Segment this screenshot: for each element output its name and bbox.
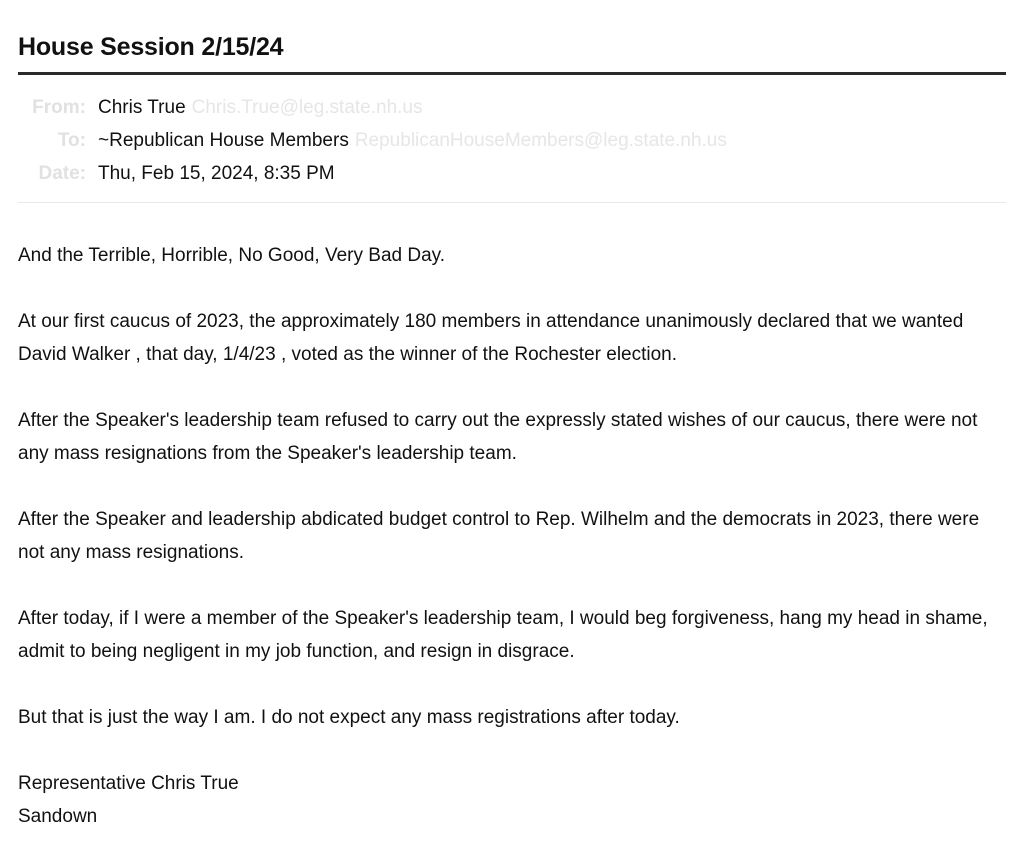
sender-name[interactable]: Chris True	[98, 97, 186, 118]
date-row	[18, 157, 1006, 190]
body-paragraph: And the Terrible, Horrible, No Good, Very Bad Day.	[18, 245, 446, 266]
signature-title: Representative Chris True	[18, 773, 239, 794]
from-row	[18, 91, 1006, 124]
body-paragraph: After today, if I were a member of the Speaker's leadership team, I would beg forgiveness, hang my head in shame, admit to being negligent in my job function, and resign in disgrace.	[18, 608, 988, 662]
signature-location: Sandown	[18, 806, 98, 827]
email-subject: House Session 2/15/24	[18, 33, 284, 61]
sent-date: Thu, Feb 15, 2024, 8:35 PM	[98, 163, 335, 184]
body-paragraph: After the Speaker and leadership abdicated budget control to Rep. Wilhelm and the democrats in 2023, there were not any mass resignations.	[18, 509, 980, 563]
body-paragraph: At our first caucus of 2023, the approximately 180 members in attendance unanimously declared that we wanted David Walker , that day, 1/4/23 , voted as the winner of the Rochester election.	[18, 311, 964, 365]
body-paragraph: But that is just the way I am. I do not expect any mass registrations after today.	[18, 707, 680, 728]
recipient-address[interactable]: RepublicanHouseMembers@leg.state.nh.us	[354, 130, 727, 151]
email-message	[18, 0, 1006, 833]
email-signature	[18, 767, 1006, 833]
to-row	[18, 124, 1006, 157]
date-label: Date:	[38, 163, 86, 184]
from-label: From:	[32, 97, 86, 118]
recipient-name[interactable]: ~Republican House Members	[98, 130, 349, 151]
email-body	[18, 203, 1006, 833]
sender-address[interactable]: Chris.True@leg.state.nh.us	[191, 97, 423, 118]
to-label: To:	[57, 130, 86, 151]
body-paragraph: After the Speaker's leadership team refused to carry out the expressly stated wishes of our caucus, there were not any mass resignations from the Speaker's leadership team.	[18, 410, 978, 464]
email-headers	[18, 75, 1006, 202]
